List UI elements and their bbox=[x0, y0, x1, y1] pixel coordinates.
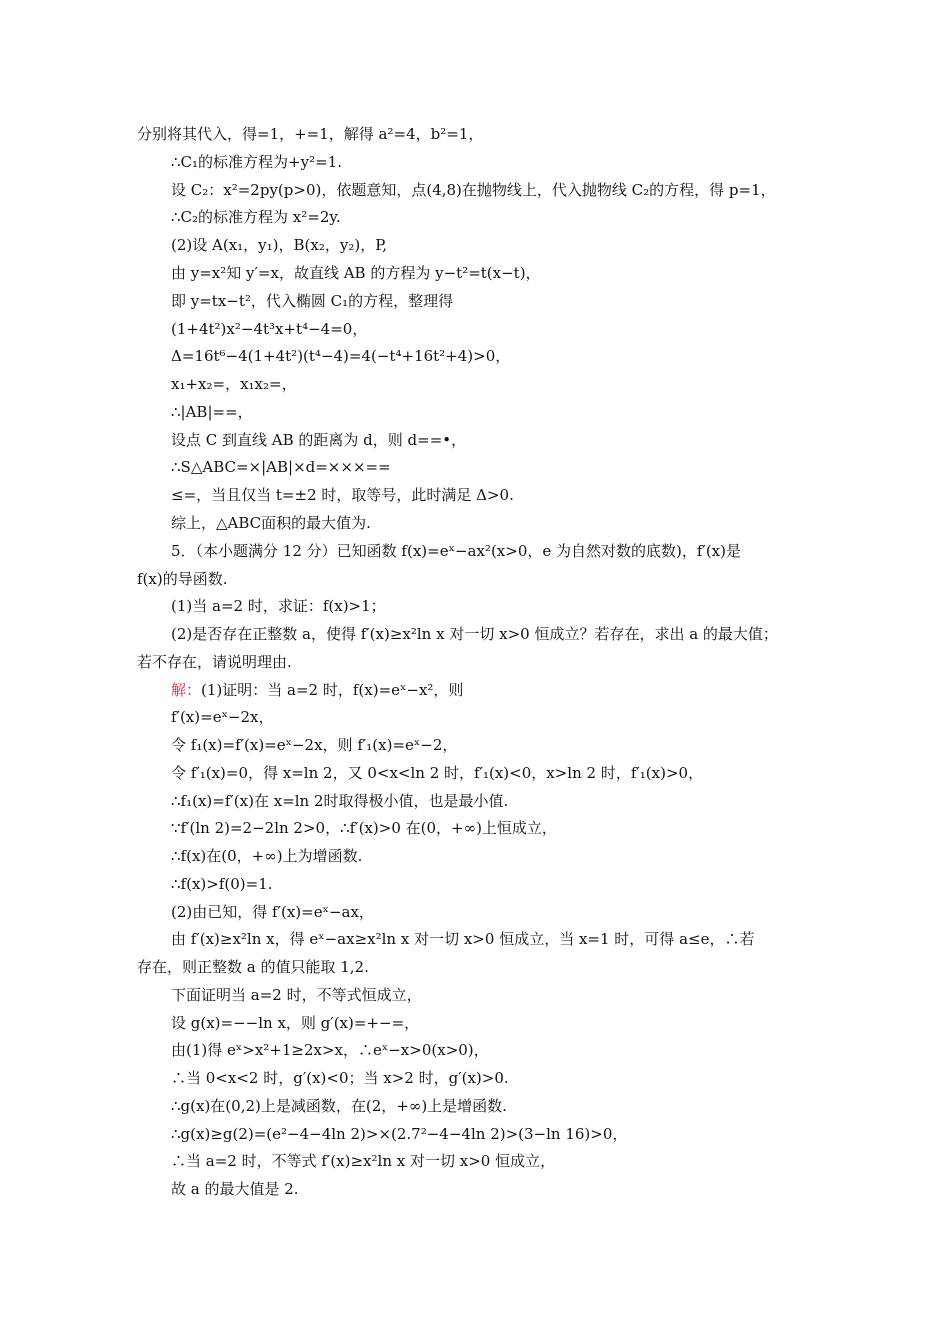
text-line: ∵f′(ln 2)=2−2ln 2>0，∴f′(x)>0 在(0，+∞)上恒成立， bbox=[171, 819, 557, 837]
text-line: ∴f(x)在(0，+∞)上为增函数. bbox=[171, 847, 363, 865]
text-line: (2)设 A(x₁，y₁)，B(x₂，y₂)，P, bbox=[171, 236, 388, 254]
text-line: ≤=，当且仅当 t=±2 时，取等号，此时满足 Δ>0. bbox=[171, 486, 514, 504]
text-line: (1+4t²)x²−4t³x+t⁴−4=0， bbox=[171, 320, 368, 338]
text-line: 下面证明当 a=2 时，不等式恒成立， bbox=[171, 986, 422, 1004]
text-line: 设点 C 到直线 AB 的距离为 d，则 d==•， bbox=[171, 431, 467, 449]
text-line: 设 g(x)=−−ln x，则 g′(x)=+−=， bbox=[171, 1014, 420, 1032]
text-line: 由 f′(x)≥x²ln x，得 eˣ−ax≥x²ln x 对一切 x>0 恒成立，当 x=1 时，可得 a≤e，∴若 bbox=[171, 930, 755, 948]
text-line: ∴当 0<x<2 时，g′(x)<0；当 x>2 时，g′(x)>0. bbox=[171, 1069, 509, 1087]
text-line: x₁+x₂=，x₁x₂=， bbox=[171, 375, 297, 393]
problem-5-line: 5．（本小题满分 12 分）已知函数 f(x)=eˣ−ax²(x>0，e 为自然对数的底数)，f′(x)是 bbox=[171, 542, 741, 560]
text-line: ∴C₂的标准方程为 x²=2y. bbox=[171, 208, 341, 226]
text-line: ∴f₁(x)=f′(x)在 x=ln 2时取得极小值，也是最小值. bbox=[171, 792, 509, 810]
text-line: 令 f₁(x)=f′(x)=eˣ−2x，则 f′₁(x)=eˣ−2， bbox=[171, 736, 458, 754]
text-line: ∴C₁的标准方程为+y²=1. bbox=[171, 153, 342, 171]
text-line: 存在，则正整数 a 的值只能取 1,2. bbox=[137, 958, 369, 976]
text-line: ∴当 a=2 时，不等式 f′(x)≥x²ln x 对一切 x>0 恒成立， bbox=[171, 1152, 556, 1170]
text-line: ∴|AB|==， bbox=[171, 403, 253, 421]
solution-label: 解： bbox=[171, 681, 202, 699]
text-line: (2)由已知，得 f′(x)=eˣ−ax， bbox=[171, 903, 374, 921]
text-line: 由(1)得 eˣ>x²+1≥2x>x，∴eˣ−x>0(x>0)， bbox=[171, 1041, 489, 1059]
text-line: ∴S△ABC=×|AB|×d=×××== bbox=[171, 458, 391, 476]
solution-line: 解：(1)证明：当 a=2 时，f(x)=eˣ−x²，则 bbox=[171, 681, 464, 699]
text-line: f(x)的导函数. bbox=[137, 570, 228, 588]
text-line: (2)是否存在正整数 a，使得 f′(x)≥x²ln x 对一切 x>0 恒成立？若存在，求出 a 的最大值； bbox=[171, 625, 778, 643]
text-line: ∴g(x)≥g(2)=(e²−4−4ln 2)>×(2.7²−4−4ln 2)>(3−ln 16)>0， bbox=[171, 1125, 628, 1143]
text-line: 若不存在，请说明理由. bbox=[137, 653, 292, 671]
text-line: 由 y=x²知 y′=x，故直线 AB 的方程为 y−t²=t(x−t)， bbox=[171, 264, 541, 282]
text-line: 令 f′₁(x)=0，得 x=ln 2，又 0<x<ln 2 时，f′₁(x)<0，x>ln 2 时，f′₁(x)>0， bbox=[171, 764, 704, 782]
text-line: f′(x)=eˣ−2x， bbox=[171, 708, 274, 726]
text-line: 分别将其代入，得=1，+=1，解得 a²=4，b²=1， bbox=[137, 125, 484, 143]
text-line: ∴g(x)在(0,2)上是减函数，在(2，+∞)上是增函数. bbox=[171, 1097, 507, 1115]
text-line: (1)当 a=2 时，求证：f(x)>1； bbox=[171, 597, 386, 615]
text-line: 设 C₂：x²=2py(p>0)，依题意知，点(4,8)在抛物线上，代入抛物线 C₂的方程，得 p=1， bbox=[171, 181, 776, 199]
text-line: 故 a 的最大值是 2. bbox=[171, 1180, 299, 1198]
text-line: 即 y=tx−t²，代入椭圆 C₁的方程，整理得 bbox=[171, 292, 454, 310]
text-line: 综上，△ABC面积的最大值为. bbox=[171, 514, 371, 532]
text-line: ∴f(x)>f(0)=1. bbox=[171, 875, 273, 893]
text-line: Δ=16t⁶−4(1+4t²)(t⁴−4)=4(−t⁴+16t²+4)>0， bbox=[171, 347, 511, 365]
